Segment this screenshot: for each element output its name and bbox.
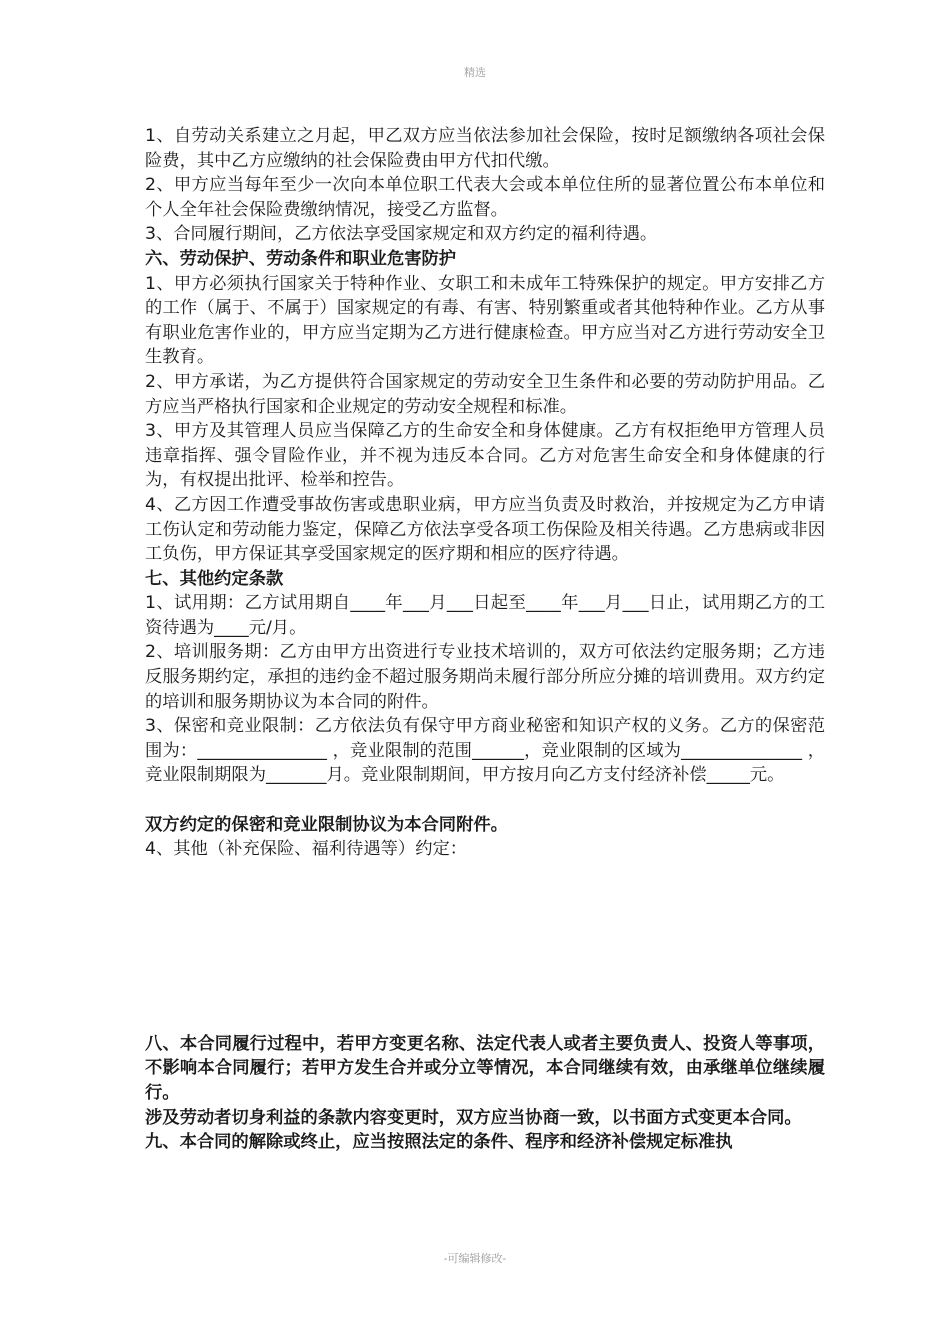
page-footer: -可编辑修改- <box>443 1252 507 1265</box>
section-heading-other-terms: 七、其他约定条款 <box>145 568 284 589</box>
paragraph-contract-change: 涉及劳动者切身利益的条款内容变更时，双方应当协商一致，以书面方式变更本合同。 <box>145 1107 802 1128</box>
section-heading-labor-protection: 六、劳动保护、劳动条件和职业危害防护 <box>145 248 457 269</box>
page-header: 精选 <box>464 66 486 79</box>
paragraph-other-agreements: 4、其他（补充保险、福利待遇等）约定： <box>145 839 468 860</box>
paragraph-probation: 1、试用期：乙方试用期自____年___月___日起至____年___月___日止，试用期乙方的工资待遇为____元/月。 <box>145 593 825 638</box>
paragraph-labor-protection-2: 2、甲方承诺，为乙方提供符合国家规定的劳动安全卫生条件和必要的劳动防护用品。乙方应当严格执行国家和企业规定的劳动安全规程和标准。 <box>145 371 825 417</box>
blank-line <box>145 788 825 813</box>
blank-space <box>145 862 825 1032</box>
paragraph-training-service: 2、培训服务期：乙方由甲方出资进行专业技术培训的，双方可依法约定服务期；乙方违反服务期约定，承担的违约金不超过服务期尚未履行部分所应分摊的培训费用。双方约定的培训和服务期协议为本合同的附件。 <box>145 642 825 712</box>
document-body <box>145 124 825 1155</box>
paragraph-confidentiality: 3、保密和竞业限制：乙方依法负有保守甲方商业秘密和知识产权的义务。乙方的保密范围为：_______________ ，竞业限制的范围______，竞业限制的区域为______________ ，竞业限制期限为_______月。竞业限制期间，甲方按月向乙方支付经济补偿_____元。 <box>145 716 825 786</box>
section-heading-contract-performance: 八、本合同履行过程中，若甲方变更名称、法定代表人或者主要负责人、投资人等事项，不影响本合同履行；若甲方发生合并或分立等情况，本合同继续有效，由承继单位继续履行。 <box>145 1033 825 1103</box>
paragraph-labor-protection-3: 3、甲方及其管理人员应当保障乙方的生命安全和身体健康。乙方有权拒绝甲方管理人员违章指挥、强令冒险作业，并不视为违反本合同。乙方对危害生命安全和身体健康的行为，有权提出批评、检举和控告。 <box>145 421 825 491</box>
paragraph-labor-protection-4: 4、乙方因工作遭受事故伤害或患职业病，甲方应当负责及时救治，并按规定为乙方申请工伤认定和劳动能力鉴定，保障乙方依法享受各项工伤保险及相关待遇。乙方患病或非因工负伤，甲方保证其享受国家规定的医疗期和相应的医疗待遇。 <box>145 494 825 565</box>
paragraph-labor-protection-1: 1、甲方必须执行国家关于特种作业、女职工和未成年工特殊保护的规定。甲方安排乙方的工作（属于、不属于）国家规定的有毒、有害、特别繁重或者其他特种作业。乙方从事有职业危害作业的，甲方应当定期为乙方进行健康检查。甲方应当对乙方进行劳动安全卫生教育。 <box>145 273 825 368</box>
paragraph-social-insurance-1: 1、自劳动关系建立之月起，甲乙双方应当依法参加社会保险，按时足额缴纳各项社会保险费，其中乙方应缴纳的社会保险费由甲方代扣代缴。 <box>145 126 825 171</box>
paragraph-social-insurance-2: 2、甲方应当每年至少一次向本单位职工代表大会或本单位住所的显著位置公布本单位和个人全年社会保险费缴纳情况，接受乙方监督。 <box>145 175 825 220</box>
section-heading-termination: 九、本合同的解除或终止，应当按照法定的条件、程序和经济补偿规定标准执 <box>145 1132 733 1153</box>
paragraph-confidentiality-attachment: 双方约定的保密和竞业限制协议为本合同附件。 <box>145 814 508 835</box>
paragraph-social-insurance-3: 3、合同履行期间，乙方依法享受国家规定和双方约定的福利待遇。 <box>145 224 658 245</box>
